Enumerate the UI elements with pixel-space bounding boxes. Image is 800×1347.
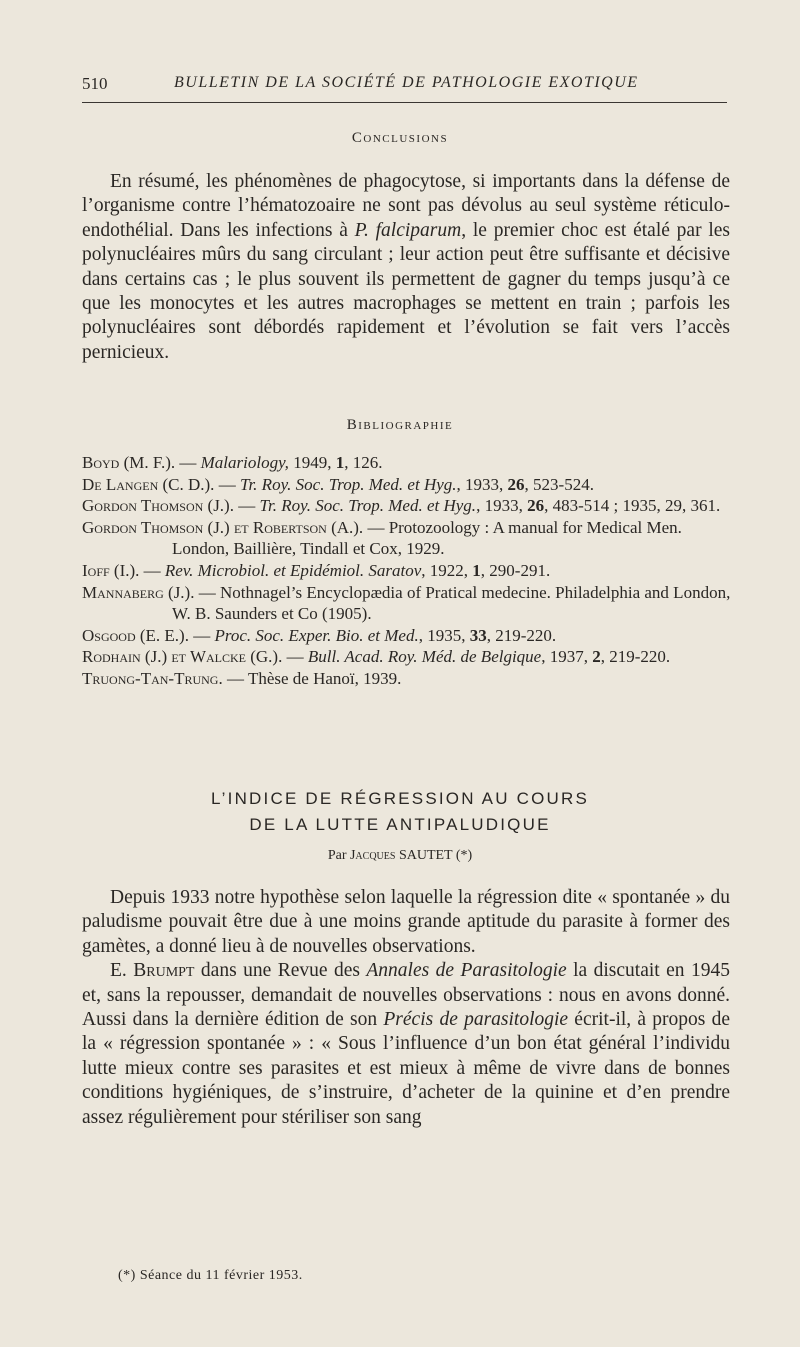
bib-details: 1949, [288, 453, 336, 472]
page-header [82, 70, 727, 103]
bib-separator: — [282, 647, 308, 667]
byline-prefix: Par [327, 848, 350, 863]
author-last-name: SAUTET [395, 848, 453, 863]
text-run: écrit-il, à propos de la « régression spontanée » : « Sous l’influence d’un bon état général l’individu lutte mieux contre ses parasites et est mieux à même de vivre dans de bonnes conditions hygiéniques, de s’instruire, d’acheter de la quinine et d’en prendre assez régulièrement pour stériliser son sang [82, 1009, 730, 1128]
text-run: la discutait en 1945 et, sans la repousser, demandait de nouvelles observations : nous en avons donné. Aussi dans la dernière édition de son [82, 960, 730, 1031]
bibliography-entry [82, 560, 738, 582]
text-run: E. [110, 960, 134, 982]
bib-journal: Tr. Roy. Soc. Trop. Med. et Hyg. [239, 474, 457, 494]
bibliography-entry [82, 452, 738, 474]
bib-separator: — [188, 625, 215, 645]
bib-journal: Malariology, [200, 453, 289, 472]
article-byline [0, 848, 800, 864]
bibliography-entry [82, 495, 738, 517]
conclusions-paragraph [82, 170, 730, 365]
book-title: Précis de parasitologie [383, 1009, 569, 1031]
bib-pages: , 219-220. [486, 625, 557, 645]
bibliography-entry [82, 474, 738, 496]
page-number: 510 [82, 74, 108, 93]
species-name: P. falciparum [354, 219, 462, 241]
text-run: dans une Revue des [194, 960, 367, 982]
bib-details: , 1922, [421, 560, 473, 580]
bib-author: Gordon Thomson (J.). [82, 496, 234, 516]
article-paragraph [82, 959, 730, 1130]
conclusions-body [82, 170, 730, 365]
bibliography-heading: Bibliographie [346, 417, 454, 433]
cited-author: Brumpt [133, 960, 195, 982]
footnote-mark: (*) [452, 848, 473, 863]
text-run: En résumé, les phénomènes de phagocytose, si importants dans la défense de l’organisme contre l’hématozoaire ne sont pas dévolus au seul système réticulo-endothélial. Dans les infections à [82, 171, 730, 241]
bib-pages: , 126. [344, 453, 383, 472]
bib-author: Mannaberg (J.). [82, 582, 195, 602]
bib-author: Osgood (E. E.). [82, 625, 189, 645]
bib-details: Thèse de Hanoï, 1939. [247, 668, 402, 688]
bib-separator: — [139, 560, 165, 580]
author-first-name: Jacques [349, 848, 396, 863]
bib-separator: — [175, 453, 201, 472]
bib-journal: Proc. Soc. Exper. Bio. et Med. [214, 625, 419, 645]
bib-author: Ioff (I.). [82, 560, 140, 580]
bib-journal: Tr. Roy. Soc. Trop. Med. et Hyg. [259, 496, 477, 516]
bib-volume: 1 [472, 560, 481, 580]
bib-pages: , 523-524. [524, 474, 594, 494]
bib-author: Rodhain (J.) et Walcke (G.). [82, 647, 283, 667]
bib-author: Truong-Tan-Trung. [82, 668, 223, 688]
bib-details: Protozoology : A manual for Medical Men. London, Baillière, Tindall et Cox, 1929. [172, 517, 682, 559]
article-title-line: DE LA LUTTE ANTIPALUDIQUE [249, 815, 551, 834]
bib-details: , 1937, [541, 647, 593, 667]
article-paragraph: Depuis 1933 notre hypothèse selon laquelle la régression dite « spontanée » du paludisme pouvait être due à une moins grande aptitude du parasite à former des gamètes, a donné lieu à de nouvelles observations. [82, 887, 730, 957]
bib-volume: 26 [507, 474, 525, 494]
bib-author: Gordon Thomson (J.) et Robertson (A.). [82, 517, 364, 537]
bib-separator: — [222, 668, 248, 688]
article-body [82, 886, 730, 1130]
running-head: BULLETIN DE LA SOCIÉTÉ DE PATHOLOGIE EXOTIQUE [174, 74, 639, 91]
bib-journal: Bull. Acad. Roy. Méd. de Belgique [307, 647, 542, 667]
journal-title: Annales de Parasitologie [366, 960, 567, 982]
bib-volume: 26 [527, 496, 545, 516]
bib-journal: Rev. Microbiol. et Epidémiol. Saratov [164, 560, 422, 580]
conclusions-heading: Conclusions [351, 130, 449, 146]
bibliography-entry [82, 668, 738, 690]
bib-separator: — [194, 582, 220, 602]
bib-volume: 1 [335, 453, 345, 472]
bibliography-entry [82, 517, 738, 560]
bib-volume: 2 [592, 647, 601, 667]
text-run: , le premier choc est étalé par les polynucléaires mûrs du sang circulant ; leur action peut être suffisante et décisive dans certains cas ; le plus souvent ils permettent de gagner du temps jusqu’à ce que les monocytes et les autres macrophages se mettent en train ; parfois les polynucléaires sont débordés rapidement et l’évolution se fait vers l’accès pernicieux. [82, 219, 730, 363]
bib-pages: , 290-291. [480, 560, 551, 580]
bib-author: De Langen (C. D.). [82, 474, 215, 494]
bibliography-entry [82, 625, 738, 647]
bib-details: , 1933, [456, 474, 508, 494]
bib-pages: , 219-220. [600, 647, 671, 667]
bib-details: Nothnagel’s Encyclopædia of Pratical medecine. Philadelphia and London, W. B. Saunders et Co (1905). [172, 582, 731, 624]
bib-pages: , 483-514 ; 1935, 29, 361. [544, 496, 721, 516]
bib-details: , 1933, [476, 496, 528, 516]
bib-separator: — [363, 517, 389, 537]
bibliography-entry [82, 582, 738, 625]
article-title-line: L’INDICE DE RÉGRESSION AU COURS [210, 789, 590, 808]
bib-separator: — [214, 474, 240, 494]
bib-details: , 1935, [418, 625, 470, 645]
bib-author: Boyd (M. F.). [82, 453, 176, 472]
footnote: (*) Séance du 11 février 1953. [118, 1268, 303, 1283]
article-title [0, 786, 800, 838]
bibliography-list [82, 452, 738, 690]
bib-separator: — [233, 496, 260, 516]
bib-volume: 33 [469, 625, 487, 645]
bibliography-entry [82, 646, 738, 668]
